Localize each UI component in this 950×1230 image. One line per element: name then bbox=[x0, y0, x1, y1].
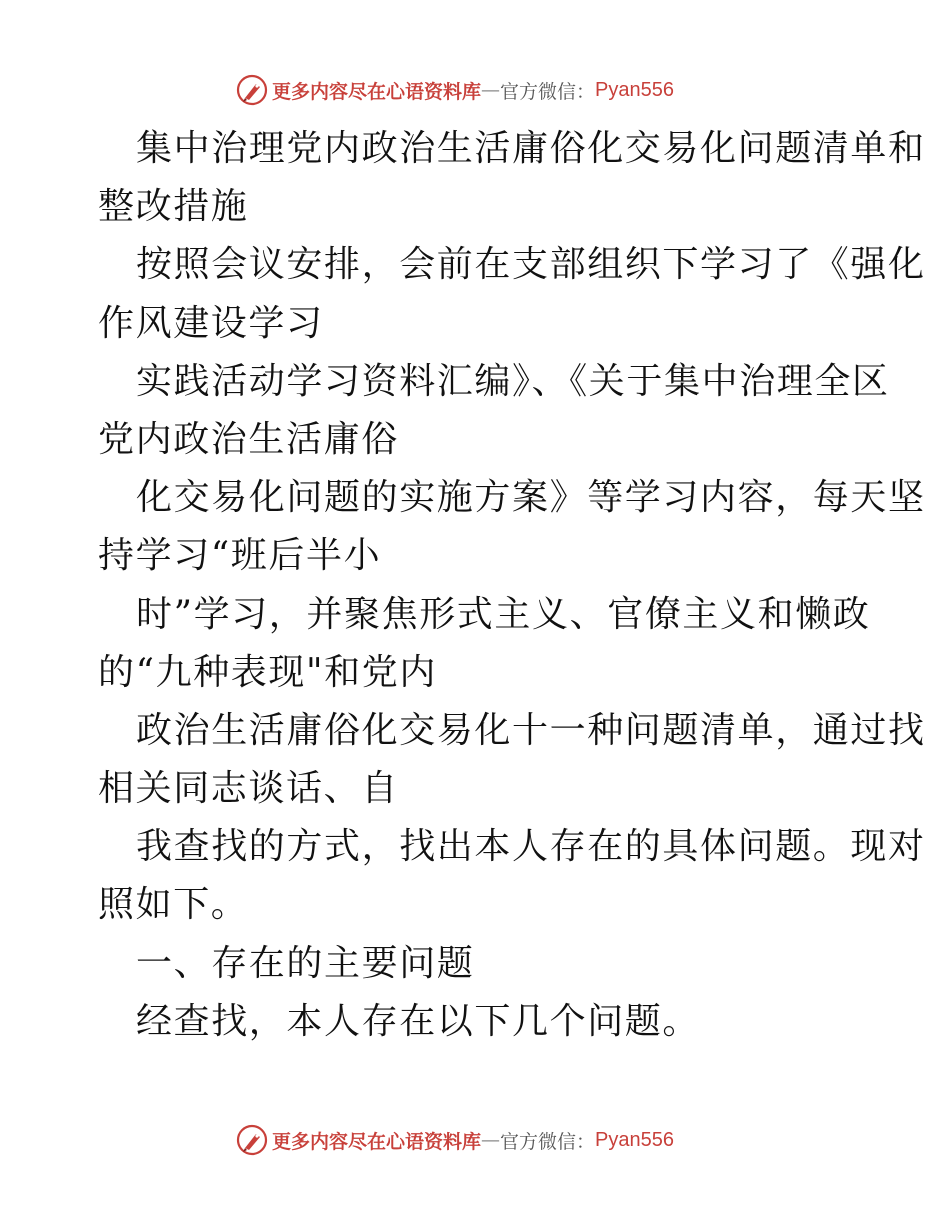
banner-wechat-label: 官方微信： bbox=[500, 80, 596, 103]
paragraph-line: 相关同志谈话、自 bbox=[98, 768, 399, 810]
title-line-1: 集中治理党内政治生活庸俗化交易化问题清单和 bbox=[136, 128, 926, 169]
paragraph-line: 经查找，本人存在以下几个问题。 bbox=[136, 1000, 701, 1042]
banner-main-text: 更多内容尽在心语资料库 bbox=[272, 80, 482, 103]
banner-wechat-label: 官方微信： bbox=[500, 1130, 596, 1153]
paragraph-line: 政治生活庸俗化交易化十一种问题清单，通过找 bbox=[136, 709, 926, 751]
document-body bbox=[98, 120, 926, 1051]
banner-main-text: 更多内容尽在心语资料库 bbox=[272, 1130, 482, 1153]
pen-nib-logo-icon bbox=[236, 1124, 268, 1156]
paragraph-line: 党内政治生活庸俗 bbox=[98, 418, 399, 460]
paragraph-line: 实践活动学习资料汇编》、《关于集中治理全区 bbox=[136, 360, 890, 402]
banner-wechat-id: Pyan556 bbox=[595, 1128, 674, 1151]
paragraph-line: 化交易化问题的实施方案》等学习内容，每天坚 bbox=[136, 477, 926, 519]
paragraph-line: 照如下。 bbox=[98, 884, 249, 926]
header-watermark-banner bbox=[236, 72, 674, 108]
paragraph-line: 时”学习，并聚焦形式主义、官僚主义和懒政 bbox=[136, 593, 871, 635]
pen-nib-logo-icon bbox=[236, 74, 268, 106]
banner-dash: — bbox=[481, 79, 501, 101]
footer-watermark-banner bbox=[236, 1122, 674, 1158]
paragraph-line: 持学习“班后半小 bbox=[98, 535, 382, 577]
paragraph-line: 的“九种表现"和党内 bbox=[98, 651, 437, 693]
paragraph-line: 我查找的方式，找出本人存在的具体问题。现对 bbox=[136, 826, 926, 868]
banner-wechat-id: Pyan556 bbox=[595, 78, 674, 101]
banner-dash: — bbox=[481, 1129, 501, 1151]
paragraph-line: 作风建设学习 bbox=[98, 302, 324, 344]
title-line-2: 整改措施 bbox=[98, 186, 249, 228]
paragraph-line: 按照会议安排，会前在支部组织下学习了《强化 bbox=[136, 244, 926, 286]
section-heading: 一、存在的主要问题 bbox=[136, 942, 475, 984]
